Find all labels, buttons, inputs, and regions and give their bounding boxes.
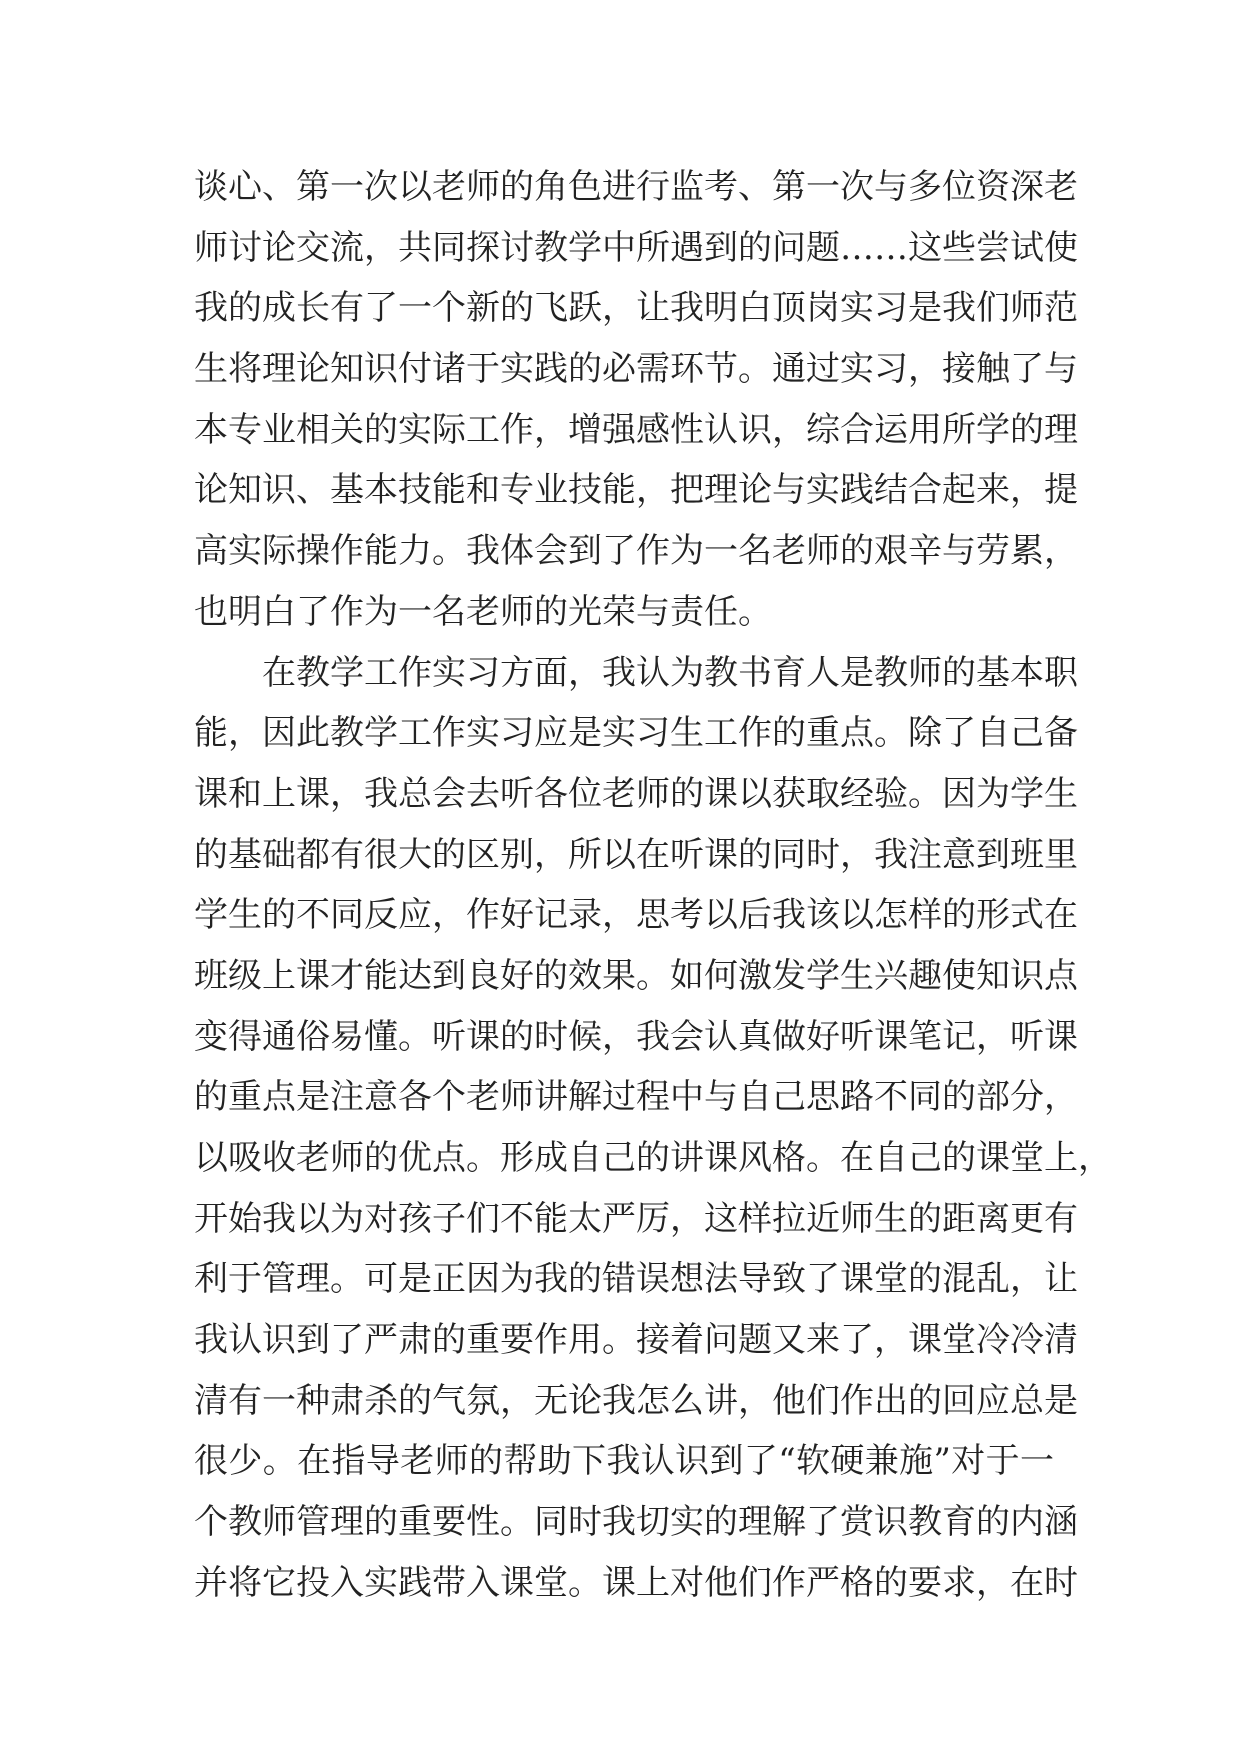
text-line: 变得通俗易懂。听课的时候，我会认真做好听课笔记，听课: [194, 1016, 1078, 1057]
paragraph-end-line: 也明白了作为一名老师的光荣与责任。: [194, 591, 772, 632]
text-line: 清有一种肃杀的气氛，无论我怎么讲，他们作出的回应总是: [194, 1380, 1078, 1421]
paragraph-first-line: 在教学工作实习方面，我认为教书育人是教师的基本职: [262, 652, 1078, 693]
text-line: 并将它投入实践带入课堂。课上对他们作严格的要求，在时: [194, 1562, 1078, 1603]
text-line: 课和上课，我总会去听各位老师的课以获取经验。因为学生: [194, 773, 1078, 814]
text-line: 个教师管理的重要性。同时我切实的理解了赏识教育的内涵: [194, 1502, 1078, 1543]
text-line: 学生的不同反应，作好记录，思考以后我该以怎样的形式在: [194, 895, 1078, 936]
text-line: 论知识、基本技能和专业技能，把理论与实践结合起来，提: [194, 470, 1078, 511]
text-line: 谈心、第一次以老师的角色进行监考、第一次与多位资深老: [194, 167, 1078, 207]
text-line: 我的成长有了一个新的飞跃，让我明白顶岗实习是我们师范: [194, 288, 1078, 329]
text-line: 利于管理。可是正因为我的错误想法导致了课堂的混乱，让: [194, 1259, 1078, 1300]
text-line: 本专业相关的实际工作，增强感性认识，综合运用所学的理: [194, 409, 1078, 450]
text-line: 师讨论交流，共同探讨教学中所遇到的问题……这些尝试使: [194, 227, 1078, 268]
body-text: [194, 157, 1112, 1614]
text-line: 以吸收老师的优点。形成自己的讲课风格。在自己的课堂上，: [194, 1138, 1112, 1178]
text-line: 能，因此教学工作实习应是实习生工作的重点。除了自己备: [194, 713, 1078, 754]
text-line: 的重点是注意各个老师讲解过程中与自己思路不同的部分，: [194, 1077, 1078, 1118]
text-line: 开始我以为对孩子们不能太严厉，这样拉近师生的距离更有: [194, 1198, 1078, 1239]
text-line: 班级上课才能达到良好的效果。如何激发学生兴趣使知识点: [194, 955, 1078, 996]
text-line: 的基础都有很大的区别，所以在听课的同时，我注意到班里: [194, 834, 1078, 875]
text-line: 很少。在指导老师的帮助下我认识到了“软硬兼施”对于一: [194, 1441, 1054, 1482]
text-line: 我认识到了严肃的重要作用。接着问题又来了，课堂冷冷清: [194, 1320, 1078, 1361]
text-line: 高实际操作能力。我体会到了作为一名老师的艰辛与劳累，: [194, 531, 1078, 572]
text-line: 生将理论知识付诸于实践的必需环节。通过实习，接触了与: [194, 349, 1078, 390]
